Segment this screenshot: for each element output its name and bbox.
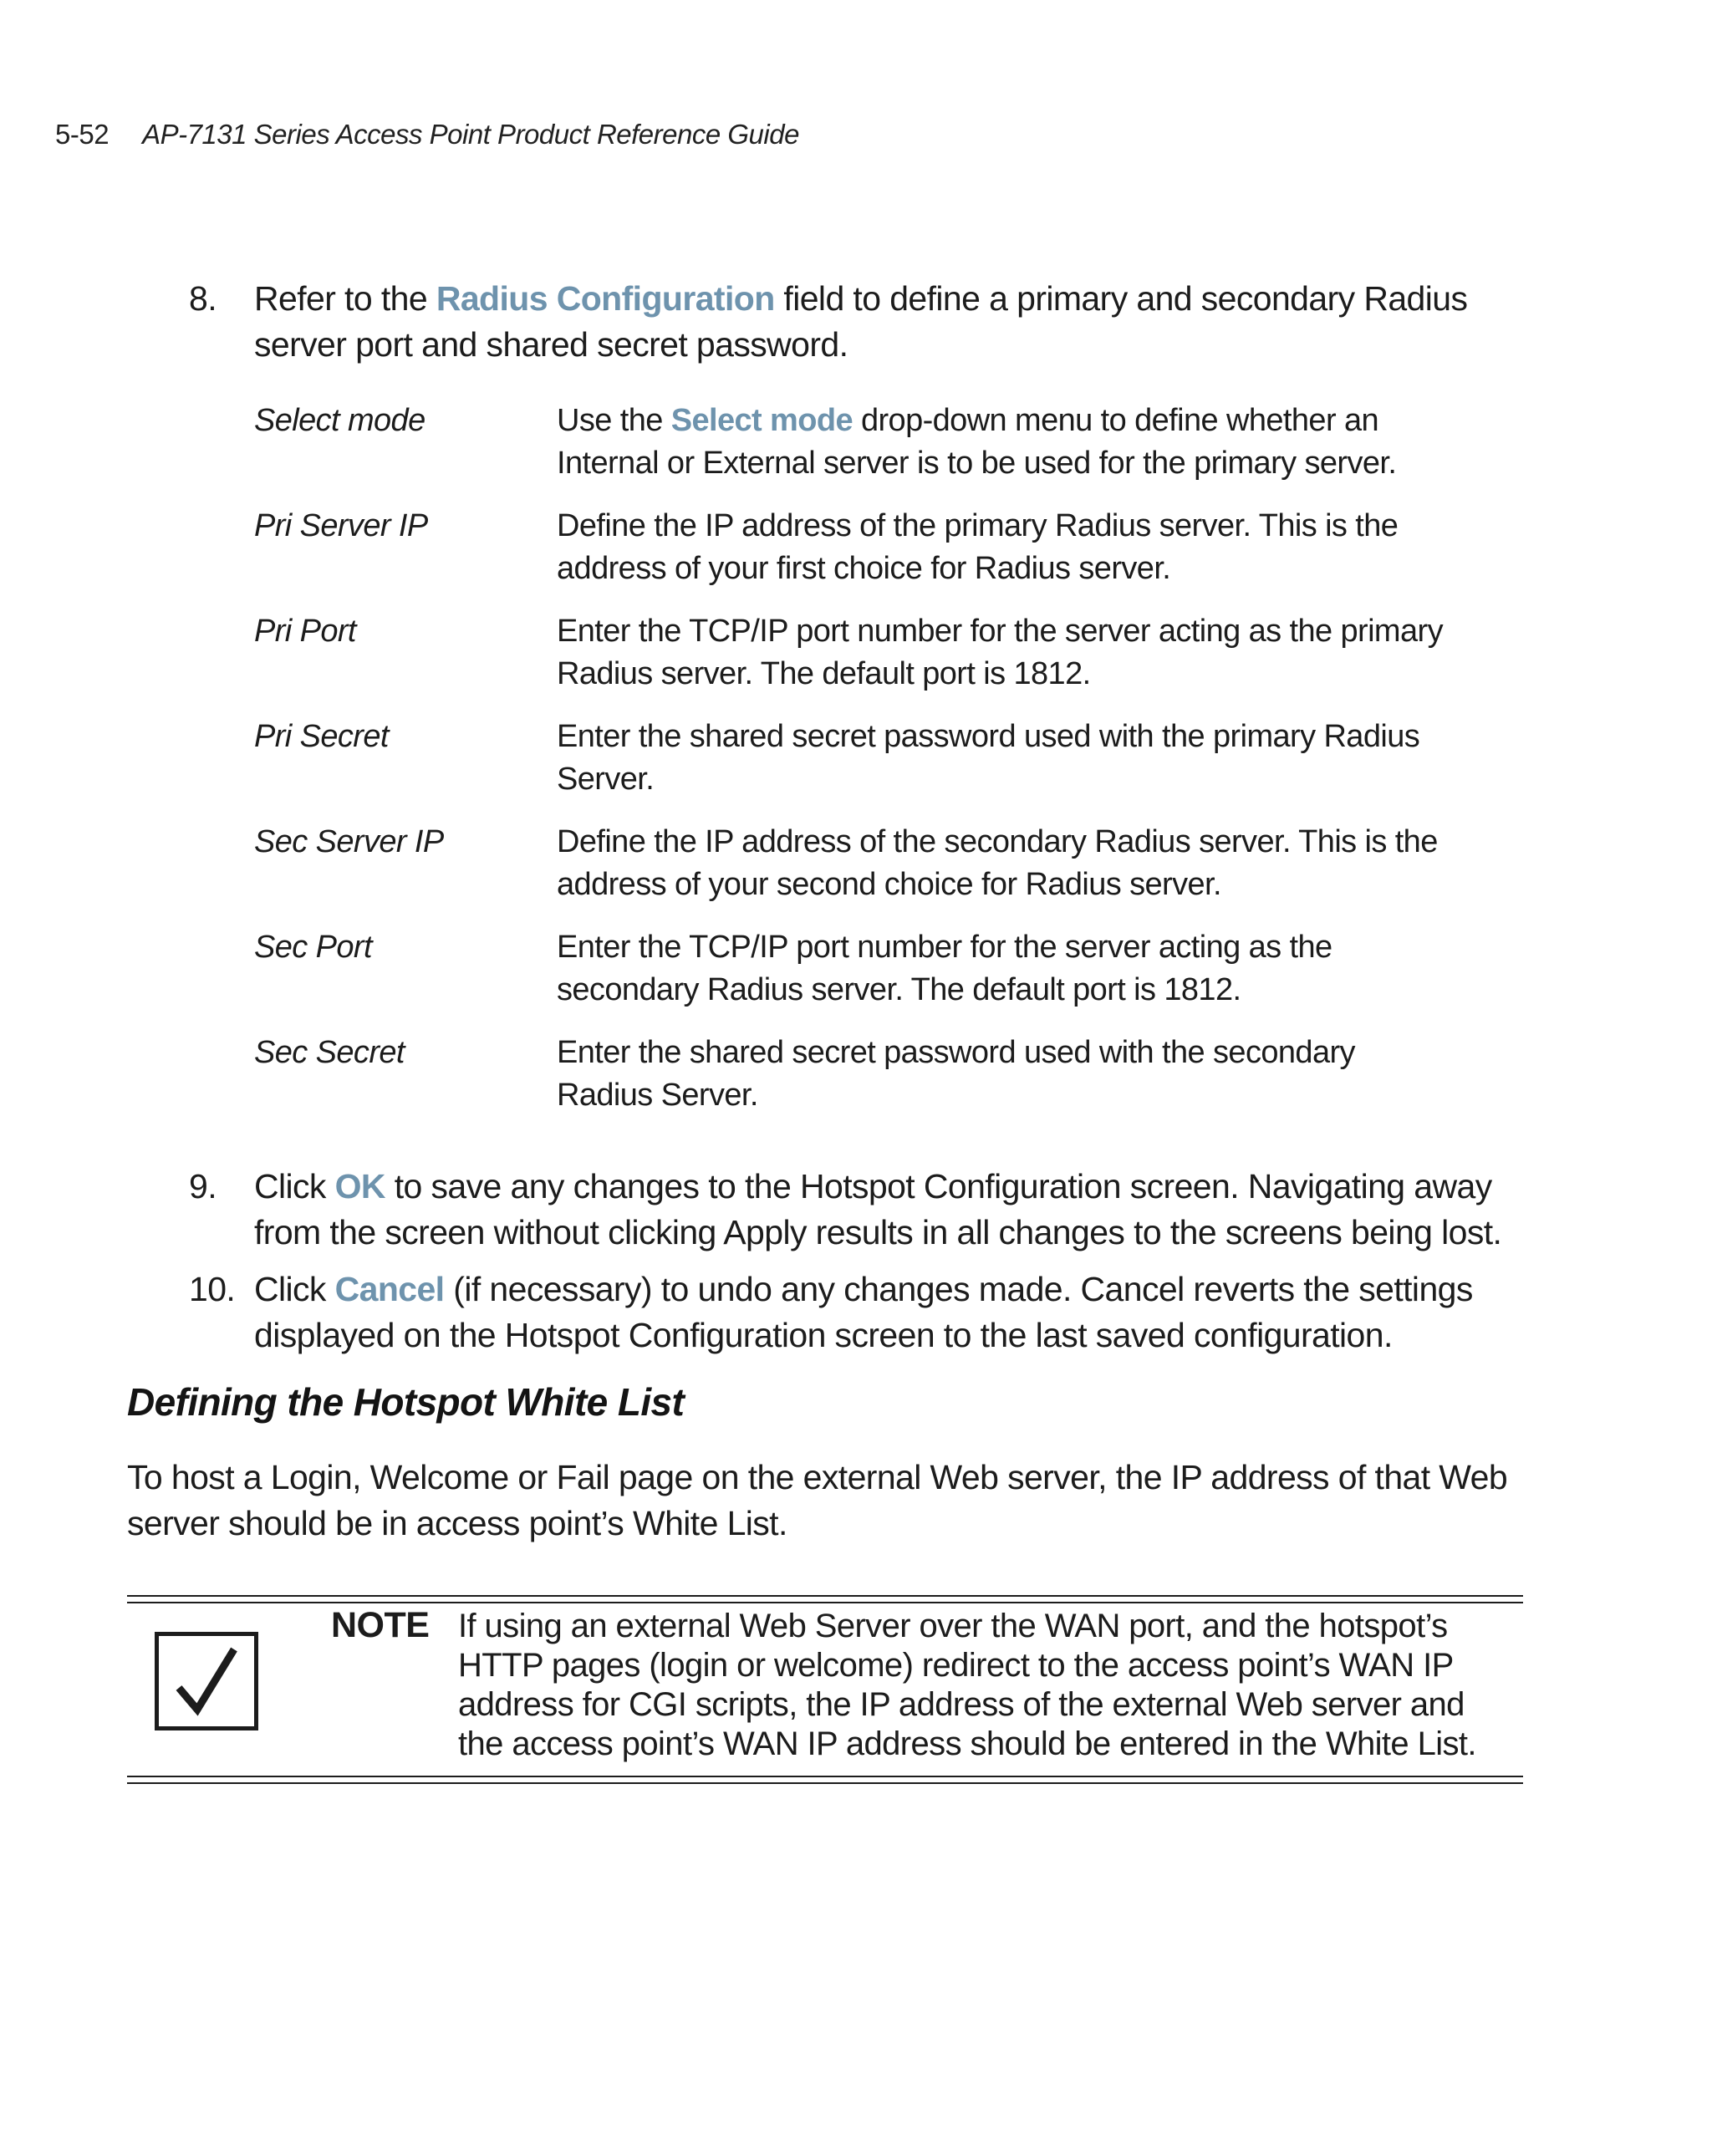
step-text-pre: Click bbox=[254, 1270, 335, 1308]
param-row-sec-server-ip bbox=[254, 821, 1441, 926]
param-name: Sec Secret bbox=[254, 1035, 405, 1070]
step-number: 10. bbox=[189, 1270, 236, 1308]
param-name: Sec Server IP bbox=[254, 824, 444, 859]
param-description: Enter the shared secret password used with the secondary Radius Server. bbox=[557, 1035, 1355, 1113]
param-name: Pri Server IP bbox=[254, 508, 428, 543]
param-row-sec-port bbox=[254, 926, 1441, 1032]
param-description bbox=[557, 400, 1443, 485]
note-rule-top bbox=[127, 1595, 1523, 1597]
step-text-post: to save any changes to the Hotspot Configuration screen. Navigating away from the screen without clicking Apply results in all changes to the screens being lost. bbox=[254, 1167, 1502, 1251]
param-row-pri-port bbox=[254, 610, 1441, 716]
radius-parameter-table bbox=[254, 400, 1441, 1137]
section-heading: Defining the Hotspot White List bbox=[127, 1380, 685, 1424]
step-text bbox=[254, 276, 1533, 368]
note-text: If using an external Web Server over the WAN port, and the hotspot’s HTTP pages (login or welcome) redirect to the access point’s WAN IP address for CGI scripts, the IP address of the external Web server and the access point’s WAN IP address should be entered in the White List. bbox=[458, 1608, 1476, 1762]
step-text-pre: Click bbox=[254, 1167, 335, 1205]
param-name: Pri Port bbox=[254, 614, 356, 649]
cancel-reference: Cancel bbox=[334, 1270, 445, 1308]
step-number: 9. bbox=[189, 1167, 217, 1205]
note-box bbox=[127, 1595, 1523, 1784]
step-text bbox=[254, 1267, 1533, 1358]
param-description: Enter the TCP/IP port number for the server acting as the secondary Radius server. The default port is 1812. bbox=[557, 930, 1332, 1007]
param-desc-pre: Use the bbox=[557, 403, 671, 438]
radius-configuration-reference: Radius Configuration bbox=[436, 279, 775, 318]
note-rule-top-inner bbox=[127, 1602, 1523, 1603]
checkmark-box-icon bbox=[155, 1632, 258, 1730]
param-row-sec-secret bbox=[254, 1032, 1441, 1137]
param-row-pri-secret bbox=[254, 716, 1441, 821]
param-row-select-mode bbox=[254, 400, 1441, 505]
param-description: Enter the TCP/IP port number for the server acting as the primary Radius server. The default port is 1812. bbox=[557, 614, 1443, 691]
running-header bbox=[55, 119, 799, 150]
param-name: Pri Secret bbox=[254, 719, 389, 754]
param-name: Sec Port bbox=[254, 930, 372, 965]
select-mode-reference: Select mode bbox=[670, 403, 853, 438]
section-paragraph: To host a Login, Welcome or Fail page on the external Web server, the IP address of that Web server should be in access point’s White List. bbox=[127, 1458, 1508, 1542]
ok-reference: OK bbox=[334, 1167, 385, 1205]
param-description: Enter the shared secret password used with the primary Radius Server. bbox=[557, 719, 1420, 797]
param-row-pri-server-ip bbox=[254, 505, 1441, 610]
step-text bbox=[254, 1164, 1533, 1256]
param-description: Define the IP address of the secondary Radius server. This is the address of your second choice for Radius server. bbox=[557, 824, 1438, 902]
step-text-post: (if necessary) to undo any changes made. Cancel reverts the settings displayed on the Hotspot Configuration screen to the last saved configuration. bbox=[254, 1270, 1473, 1354]
note-rule-bottom bbox=[127, 1782, 1523, 1784]
step-number: 8. bbox=[189, 279, 217, 318]
guide-title: AP-7131 Series Access Point Product Reference Guide bbox=[142, 119, 799, 150]
note-rule-bottom-inner bbox=[127, 1776, 1523, 1777]
step-text-pre: Refer to the bbox=[254, 279, 436, 318]
param-description: Define the IP address of the primary Radius server. This is the address of your first choice for Radius server. bbox=[557, 508, 1399, 586]
param-name: Select mode bbox=[254, 403, 425, 438]
note-label: NOTE bbox=[331, 1605, 430, 1645]
param-desc-post: drop-down menu to define whether an Internal or External server is to be used for the primary server. bbox=[557, 403, 1397, 481]
page-number: 5-52 bbox=[55, 119, 110, 150]
step-text-post: field to define a primary and secondary Radius server port and shared secret password. bbox=[254, 279, 1468, 364]
